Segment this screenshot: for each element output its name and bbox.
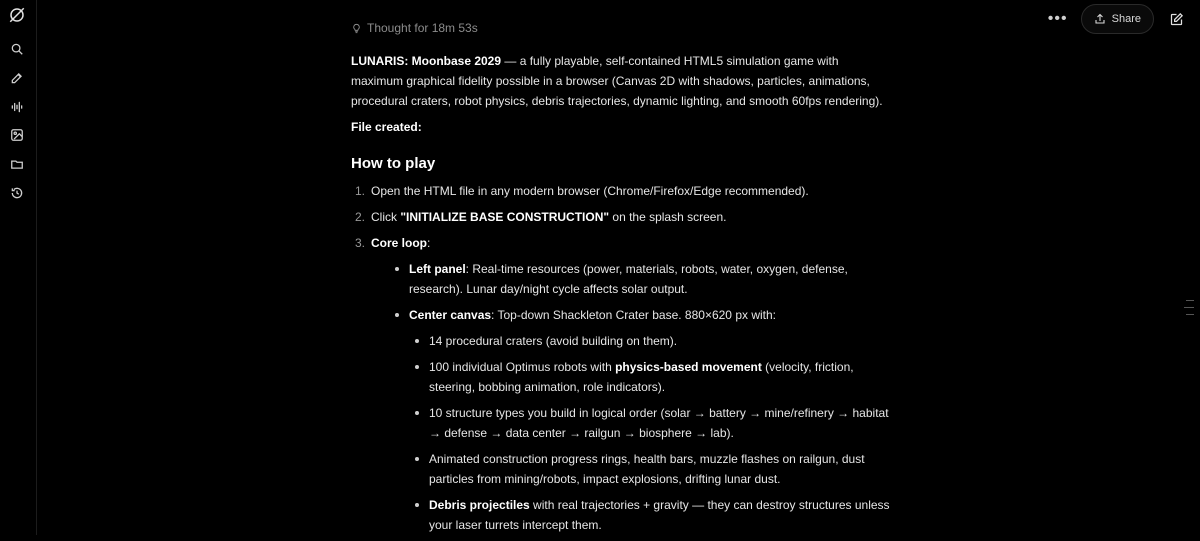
thought-label: Thought for 18m 53s	[367, 21, 478, 35]
share-label: Share	[1111, 13, 1141, 25]
scroll-position-markers[interactable]	[1184, 300, 1194, 315]
bullet-dot	[415, 503, 419, 507]
logo-icon[interactable]	[8, 6, 26, 24]
file-created-label	[351, 117, 891, 137]
voice-icon[interactable]	[8, 98, 26, 116]
canvas-features-list	[409, 331, 891, 535]
step-text-pre: Click	[371, 210, 401, 224]
feature-text: 14 procedural craters (avoid building on them).	[429, 334, 678, 348]
history-icon[interactable]	[8, 184, 26, 202]
step-text: Open the HTML file in any modern browser (Chrome/Firefox/Edge recommended).	[371, 184, 809, 198]
feature-text-bold: physics-based movement	[615, 360, 762, 374]
feature-text-post: with real trajectories + gravity — they can destroy structures unless your laser turrets intercept them.	[429, 498, 890, 532]
step-item	[351, 233, 891, 535]
intro-text: — a fully playable, self-contained HTML5 simulation game with maximum graphical fidelity possible in a browser (Canvas 2D with shadows, particles, animations, procedural craters, robot physics, debris trajectories, dynamic lighting, and smooth 60fps rendering).	[351, 54, 883, 108]
list-item	[389, 259, 891, 299]
list-item	[409, 449, 891, 489]
core-loop-list	[371, 259, 891, 535]
feature-text: Animated construction progress rings, health bars, muzzle flashes on railgun, dust particles from mining/robots, impact explosions, drifting lunar dust.	[429, 452, 865, 486]
bullet-dot	[395, 313, 399, 317]
projects-icon[interactable]	[8, 155, 26, 173]
step-number: 3.	[355, 236, 366, 250]
center-canvas-text: : Top-down Shackleton Crater base. 880×620 px with:	[491, 308, 776, 322]
list-item	[389, 305, 891, 535]
new-chat-button[interactable]	[1162, 5, 1190, 33]
step-item	[351, 207, 891, 227]
step-text-bold: Core loop	[371, 236, 427, 250]
step-text-bold: "INITIALIZE BASE CONSTRUCTION"	[400, 210, 610, 224]
more-options-button[interactable]: •••	[1047, 10, 1068, 27]
list-item	[409, 403, 891, 443]
step-text-post: on the splash screen.	[609, 210, 727, 224]
how-to-play-heading: How to play	[351, 155, 436, 172]
bullet-dot	[415, 411, 419, 415]
list-item	[409, 495, 891, 535]
center-canvas-label: Center canvas	[409, 308, 492, 322]
left-panel-label: Left panel	[409, 262, 466, 276]
file-created-text: File created:	[351, 120, 422, 134]
sidebar	[0, 0, 37, 535]
share-button[interactable]	[1081, 4, 1154, 34]
step-item	[351, 181, 891, 201]
intro-paragraph	[351, 51, 891, 111]
list-item	[409, 357, 891, 397]
feature-text-pre: 100 individual Optimus robots with	[429, 360, 616, 374]
feature-text: 10 structure types you build in logical order (solar → battery → mine/refinery → habitat → defense → data center → railgun → biosphere → lab).	[429, 406, 889, 440]
step-text-post: :	[427, 236, 431, 250]
left-panel-text: : Real-time resources (power, materials, robots, water, oxygen, defense, research). Lunar day/night cycle affects solar output.	[409, 262, 848, 296]
thought-indicator[interactable]	[351, 20, 891, 36]
step-number: 2.	[355, 210, 366, 224]
list-item	[409, 331, 891, 351]
steps-list	[351, 181, 891, 535]
feature-text-post: (velocity, friction, steering, bobbing animation, role indicators).	[429, 360, 854, 394]
assistant-message	[351, 20, 891, 541]
game-title: LUNARIS: Moonbase 2029	[351, 54, 502, 68]
edit-icon	[1169, 12, 1184, 27]
topbar-actions	[1043, 4, 1190, 34]
share-icon	[1094, 13, 1106, 25]
new-chat-icon[interactable]	[8, 69, 26, 87]
bullet-dot	[415, 457, 419, 461]
search-icon[interactable]	[8, 40, 26, 58]
step-number: 1.	[355, 184, 366, 198]
bullet-dot	[415, 339, 419, 343]
image-icon[interactable]	[8, 126, 26, 144]
lightbulb-icon	[351, 23, 362, 34]
feature-text-bold: Debris projectiles	[429, 498, 530, 512]
bullet-dot	[415, 365, 419, 369]
bullet-dot	[395, 267, 399, 271]
